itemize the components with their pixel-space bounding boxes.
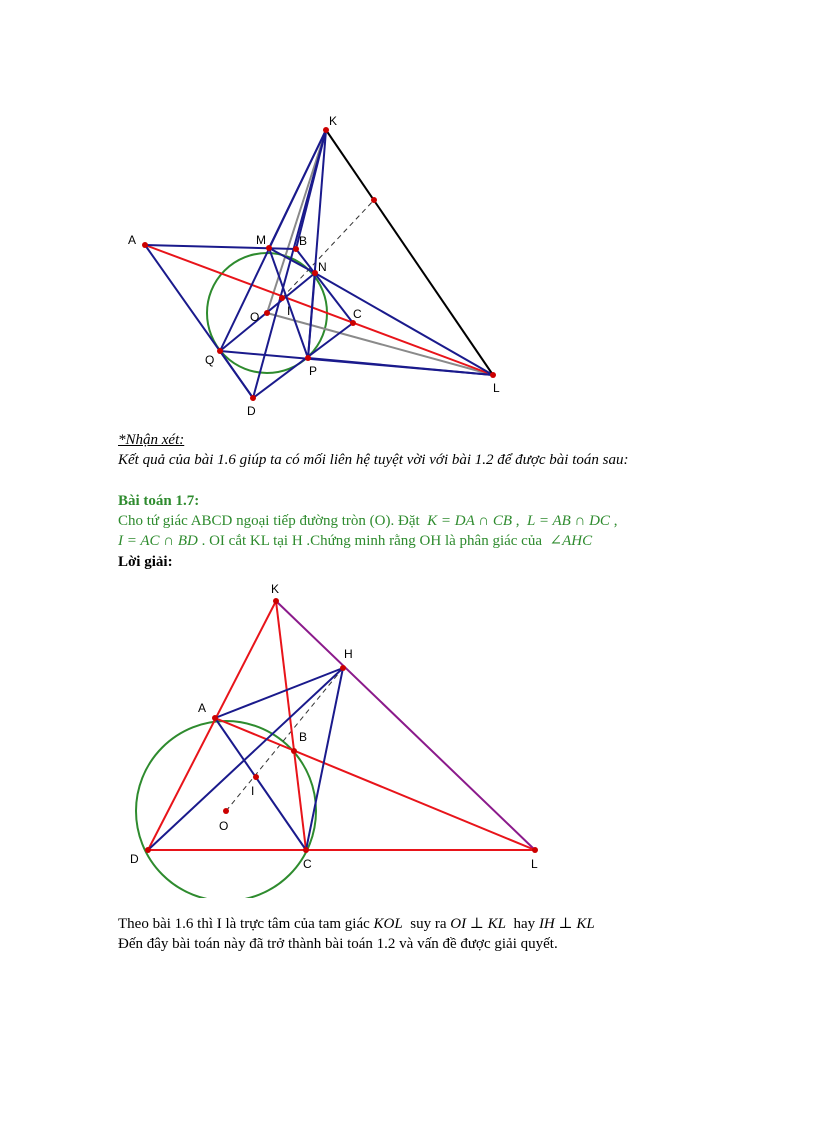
label-C: C	[303, 857, 312, 871]
label-I: I	[251, 784, 255, 798]
conclusion-text: hay	[513, 916, 536, 932]
conclusion-text: Theo bài 1.6 thì I là trực tâm của tam giác	[118, 916, 370, 932]
label-B: B	[299, 730, 308, 744]
label-C: C	[353, 307, 362, 321]
figure-2-points	[145, 598, 538, 853]
label-O: O	[219, 819, 229, 833]
math-KOL: KOL	[373, 916, 403, 932]
problem-statement-line-1	[118, 512, 617, 531]
problem-text: . OI cắt KL tại H .Chứng minh rằng OH là phân giác của	[201, 533, 542, 549]
separator: ,	[613, 513, 618, 529]
label-B: B	[299, 234, 308, 248]
label-A: A	[128, 233, 137, 247]
label-H: H	[344, 647, 353, 661]
label-N: N	[318, 260, 327, 274]
problem-statement-line-2	[118, 532, 592, 551]
line-KL	[326, 130, 493, 375]
label-K: K	[271, 582, 280, 596]
math-IH-perp-KL: IH ⊥ KL	[538, 916, 595, 932]
label-I: I	[287, 304, 291, 318]
conclusion-line-2: Đến đây bài toán này đã trở thành bài toán 1.2 và vấn đề được giải quyết.	[118, 936, 558, 952]
label-O: O	[250, 310, 260, 324]
problem-text: Cho tứ giác ABCD ngoại tiếp đường tròn (O). Đặt	[118, 513, 420, 529]
math-K-def: K = DA ∩ CB	[427, 513, 513, 529]
label-K: K	[329, 114, 338, 128]
label-P: P	[309, 364, 318, 378]
math-L-def: L = AB ∩ DC	[527, 513, 610, 529]
label-Q: Q	[205, 353, 215, 367]
problem-title: Bài toán 1.7:	[118, 493, 200, 509]
solution-heading: Lời giải:	[118, 554, 173, 570]
line-KL	[276, 601, 535, 850]
label-L: L	[493, 381, 500, 395]
math-I-def: I = AC ∩ BD	[118, 533, 198, 549]
label-D: D	[130, 852, 139, 866]
conclusion-text: suy ra	[410, 916, 447, 932]
line-OH-dashed	[226, 668, 343, 811]
math-angle-AHC: ∠AHC	[549, 533, 593, 549]
figure-1-geometry	[0, 108, 816, 428]
remark-heading: *Nhận xét:	[118, 432, 185, 448]
label-A: A	[198, 701, 207, 715]
remark-text: Kết quả của bài 1.6 giúp ta có mối liên hệ tuyệt vời với bài 1.2 để được bài toán sau:	[118, 452, 629, 468]
label-L: L	[531, 857, 538, 871]
conclusion-line-1	[118, 915, 595, 934]
separator: ,	[515, 513, 520, 529]
figure-2-geometry	[0, 578, 816, 898]
red-lines	[148, 601, 535, 850]
label-D: D	[247, 404, 256, 418]
line-OK	[267, 130, 326, 313]
label-M: M	[256, 233, 266, 247]
math-OI-perp-KL: OI ⊥ KL	[450, 916, 507, 932]
